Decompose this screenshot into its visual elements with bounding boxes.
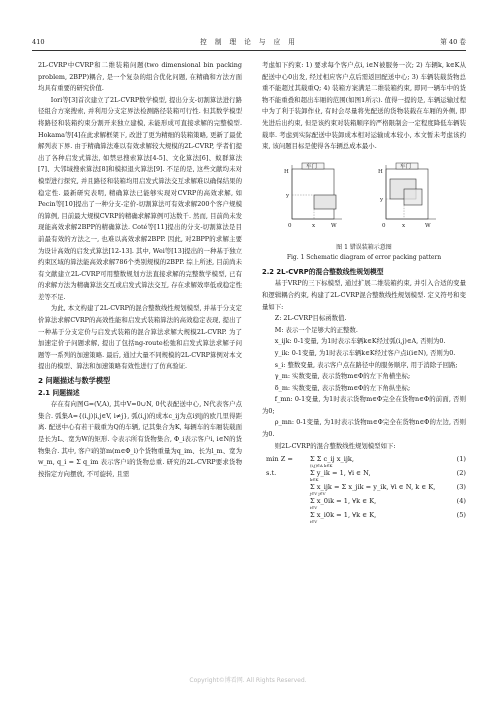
- constraint-sum-index: j∈V j∈V: [310, 491, 326, 497]
- variable-definition: y_ik: 0-1变量, 为1时表示车辆k∈K经过客户点i(i∈N), 否则为0.: [274, 348, 456, 357]
- right-column: [262, 60, 466, 525]
- journal-name: 控 制 理 论 与 应 用: [200, 38, 298, 46]
- figure-1: [262, 157, 466, 265]
- constraint-rhs: Σ x_i0k = 1, ∀k ∈ K,: [310, 511, 377, 520]
- objective-number: (1): [456, 455, 466, 464]
- left-door-label: 车门: [306, 163, 318, 170]
- left-cargo-overflow: [314, 195, 336, 209]
- objective-sum-index: (i,j)∈A k∈K: [310, 463, 333, 469]
- constraint-lhs: s.t.: [266, 469, 277, 478]
- variable-definition: s_i: 整数变量, 表示客户点在路径中的服务顺序, 用于消除子回路;: [274, 360, 458, 369]
- left-panel: [284, 162, 342, 229]
- figure-caption-en: Fig. 1 Schematic diagram of error packing pattern: [286, 253, 442, 261]
- right-x-label: x: [402, 222, 406, 229]
- subsection-heading-2-2: 2.2 2L-CVRP的混合整数线性规划模型: [262, 267, 384, 276]
- variable-definition: γ_m: 实数变量, 表示货物m∈Φ的左下角横坐标;: [274, 372, 411, 381]
- constraint-row: [262, 508, 466, 525]
- right-y-label: y: [380, 196, 384, 203]
- variable-definitions: [262, 313, 466, 441]
- constraint-rhs: Σ x_ijk = Σ x_jik = y_ik, ∀i ∈ N, k ∈ K,: [310, 483, 436, 492]
- subsection-heading-2-1: 2.1 问题描述: [38, 388, 80, 397]
- left-truck-bed: [292, 169, 334, 219]
- left-x-label: x: [312, 222, 316, 229]
- constraint-number: (2): [456, 469, 466, 478]
- variable-definition: f_mn: 0-1变量, 为1时表示货物m∈Φ完全在货物n∈Φ的前面, 否则为0;: [262, 395, 466, 415]
- right-panel: [378, 162, 436, 229]
- figure-caption-zh: 图 1 错误装箱示意图: [336, 244, 392, 252]
- page-number: 410: [32, 38, 45, 46]
- constraint-sum-index: k∈K: [310, 477, 319, 483]
- variable-definition: x_ijk: 0-1变量, 为1时表示车辆k∈K经过弧(i,j)∈A, 否则为0.: [274, 337, 446, 346]
- right-cargo-b-overlap: [404, 189, 422, 205]
- left-w-label: W: [331, 222, 337, 229]
- left-column: [38, 60, 242, 480]
- constraints-paragraph: 考虑如下约束: 1) 要求每个客户点i, i∈N被服务一次; 2) 车辆k, k∈K从配送中心0出发, 经过相应客户点后需返回配送中心; 3) 车辆装载货物总重不能超过其载重Q; 4) 装箱方案满足二维装箱约束, 即同一辆车中的货物不能重叠和超出车厢的范围(如图1所示). 值得一提的是, 车辆运输过程中为了利于装卸作业, 有时会尽量将先配送的货物装载在车厢的外侧, 即先进后出约束, 但是该约束对装箱顺序的严格限制会一定程度降低车辆装载率. 考虑到实际配送中装卸成本相对运输成本较小, 本文暂未考虑该约束, 该问题目标是使得各车辆总成本最小.: [262, 61, 466, 151]
- objective-rhs: Σ Σ c_ij x_ijk,: [310, 455, 355, 464]
- constraint-sum-index: i∈V: [310, 505, 318, 511]
- left-y-label: y: [286, 192, 290, 199]
- body-paragraph: 2L-CVRP中CVRP和二维装箱问题(two dimensional bin packing problem, 2BPP)耦合, 是一个复杂的组合优化问题, 在精确和方法方面均具有重要的研究价值.: [38, 61, 242, 93]
- constraint-number: (4): [456, 497, 466, 506]
- constraint-row: [262, 480, 466, 497]
- constraint-row: [262, 494, 466, 511]
- objective-function: [262, 452, 466, 469]
- copyright-watermark: Copyright©博看网. All Rights Reserved.: [189, 677, 307, 684]
- constraint-rhs: Σ y_ik = 1, ∀i ∈ N,: [310, 469, 371, 478]
- section-heading: 2 问题描述与数学模型: [38, 376, 111, 386]
- model-paragraph: 基于VRP的三下标模型, 通过扩展二维装箱约束, 并引入合适的变量和逻辑耦合约束, 构建了2L-CVRP混合整数线性规划模型. 定义符号和变量如下:: [262, 279, 466, 311]
- constraint-number: (3): [456, 483, 466, 492]
- variable-definition: Z: 2L-CVRP目标函数值.: [274, 314, 347, 323]
- model-intro: 则2L-CVRP的混合整数线性规划模型如下:: [274, 441, 396, 450]
- body-paragraph: 为此, 本文构建了2L-CVRP的混合整数线性规划模型, 并基于分支定价算法求解CVRP的高效性能和启发式装箱算法的高效稳定表现, 提出了一种基于分支定价与启发式装箱的混合算法求解大规模2L-CVRP. 为了加速定价子问题求解, 提出了包括ng-route松弛和启发式算法求解子问题等一系列的加速策略. 最后, 通过大量不同规模的2L-CVRP算例对本文提出的模型、算法和加速策略有效性进行了仿真验证.: [38, 304, 242, 371]
- left-h-label: H: [284, 168, 289, 175]
- right-door-label: 车门: [400, 163, 412, 170]
- body-paragraph: 存在有向图G=(V,A), 其中V=0∪N, 0代表配送中心, N代表客户点集合. 弧集A={(i,j)|i,j∈V, i≠j}, 弧(i,j)的成本c_ij为点i到j的欧几里得距离. 配送中心有若干载重为Q的车辆, 记其集合为K, 每辆车的车厢装载面是长为L、宽为W的矩形. 令表示所有货物集合, Φ_i表示客户i, i∈N的货物集合. 其中, 客户i的第m(m∈Φ_i)个货物重量为q_im、长为l_m、宽为w_m, q_i = Σ q_im 表示客户i的货物总重. 研究的2L-CVRP要求货物按指定方向摆放, 不可旋转, 且需: [38, 400, 242, 478]
- left-origin-label: 0: [288, 222, 292, 229]
- volume-label: 第 40 卷: [440, 38, 466, 46]
- constraint-rhs: Σ x_0ik = 1, ∀k ∈ K,: [310, 497, 377, 506]
- variable-definition: ρ_mn: 0-1变量, 为1时表示货物m∈Φ完全在货物n∈Φ的左边, 否则为0.: [262, 418, 466, 439]
- objective-lhs: min Z =: [266, 455, 293, 464]
- constraint-number: (5): [456, 511, 466, 520]
- variable-definition: M: 表示一个足够大的正整数.: [274, 325, 358, 334]
- constraint-sum-index: i∈V: [310, 519, 318, 525]
- right-origin-label: 0: [382, 222, 386, 229]
- constraint-row: [262, 466, 466, 483]
- body-paragraph: Iori等[3]首次建立了2L-CVRP数学模型, 提出分支-切割算法进行路径组合方案搜索, 并利用分支定界法检测路径装箱可行性. 但其数学模型将路径和装箱约束分割开来独立建模, 未能形成可直接求解的完整模型. Hokama等[4]在此求解框架下, 改进了更为精细的装箱策略, 更新了最优解列表下界. 由于精确算法难以有效求解较大规模的2L-CVRP, 学者们提出了各种启发式算法, 如禁忌搜索算法[4-5]、文化算法[6]、蚁群算法[7]、大邻域搜索算法[8]和模拟退火算法[9]. 不足的是, 这些文献均未对模型进行探究, 并且路径和装箱均用启发式算法交互求解难以确保结果的稳定性. 最新研究表明, 精确算法已能够实现对CVRP的高效求解, 如Pecin等[10]提出了一种分支-定价-切割算法可有效求解200个客户规模的算例, 目前最大规模CVRP的精确求解算例可达数千. 然而, 目前尚未发现能高效求解2BPP的精确算法. Coté等[11]提出的分支-切割算法是目前最有效的方法之一, 也难以高效求解2BPP. 因此, 对2BPP的求解主要为设计高效的启发式算法[12-13]. 其中, Wei等[13]提出的一种基于独立约束区域的算法能高效求解786个类别规模的2BPP. 综上所述, 目前尚未有文献建立2L-CVRP可用整数规划方法直接求解的完整数学模型, 已有的求解方法为精确算法交互或启发式算法交互, 存在求解效率低或稳定性差等不足.: [38, 95, 242, 301]
- variable-definition: δ_m: 实数变量, 表示货物m∈Φ的左下角纵坐标;: [274, 383, 411, 392]
- left-intro-paragraphs: [38, 60, 242, 373]
- running-header: [32, 36, 466, 51]
- constraint-list: [262, 466, 466, 525]
- problem-description-paragraphs: [38, 399, 242, 480]
- right-h-label: H: [378, 168, 383, 175]
- right-w-label: W: [425, 222, 431, 229]
- packing-error-diagram: [262, 157, 466, 239]
